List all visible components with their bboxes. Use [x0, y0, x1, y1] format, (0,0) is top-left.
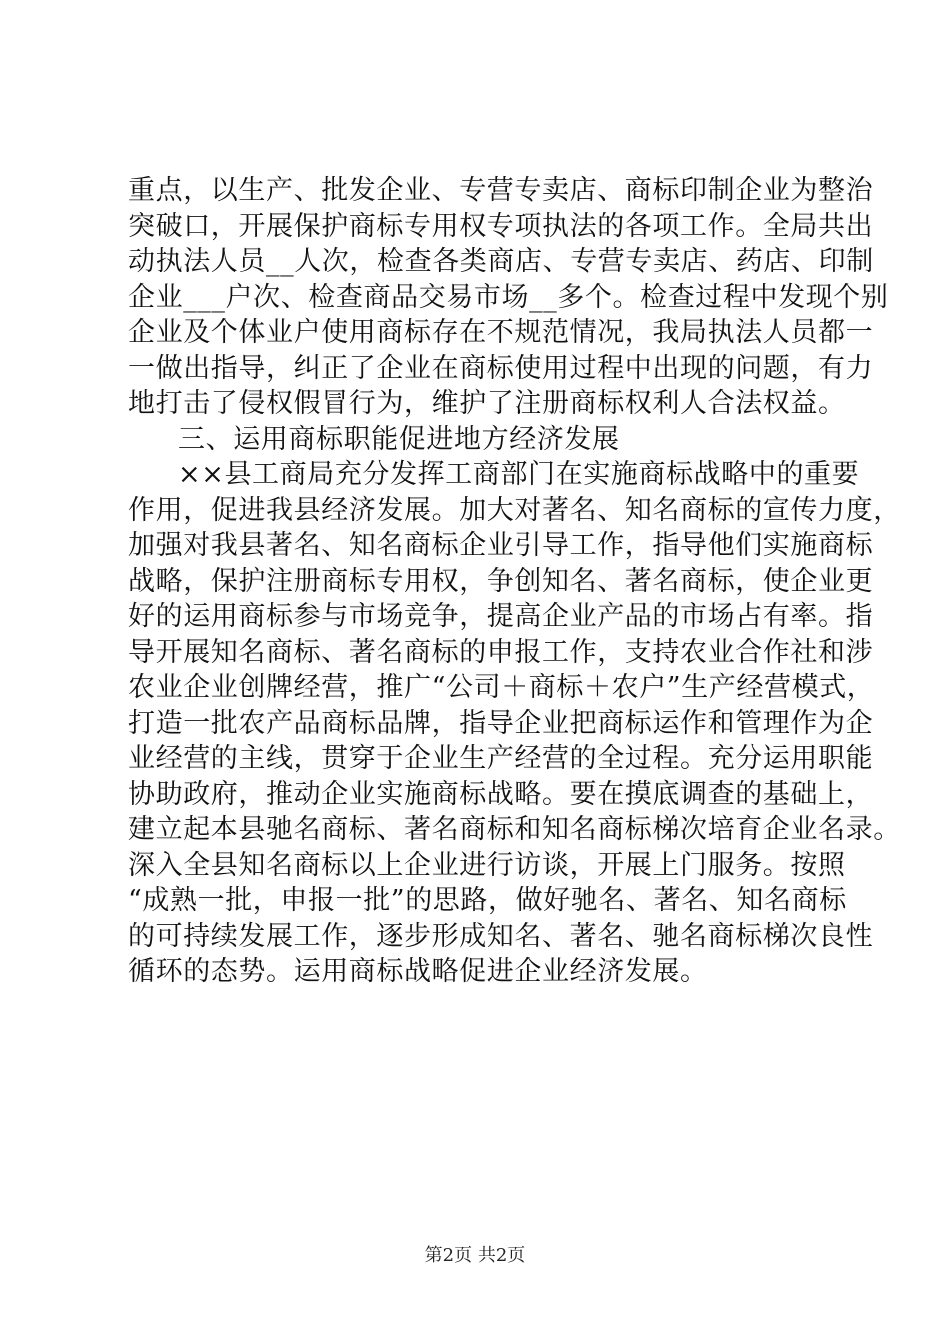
- text-line: 业经营的主线，贯穿于企业生产经营的全过程。充分运用职能: [128, 743, 874, 774]
- text-line: 一做出指导，纠正了企业在商标使用过程中出现的问题，有力: [128, 352, 874, 384]
- text-line: 深入全县知名商标以上企业进行访谈，开展上门服务。按照: [128, 849, 846, 881]
- text-line: 动执法人员__人次，检查各类商店、专营专卖店、药店、印制: [128, 246, 874, 277]
- text-line: 好的运用商标参与市场竞争，提高企业产品的市场占有率。指: [128, 601, 874, 632]
- text-line: 的可持续发展工作，逐步形成知名、著名、驰名商标梯次良性: [128, 920, 874, 952]
- text-line: “成熟一批，申报一批”的思路，做好驰名、著名、知名商标: [128, 885, 847, 916]
- text-line: 战略，保护注册商标专用权，争创知名、著名商标，使企业更: [128, 565, 874, 597]
- text-line: 农业企业创牌经营，推广“公司＋商标＋农户”生产经营模式，: [128, 672, 875, 703]
- text-line: 重点，以生产、批发企业、专营专卖店、商标印制企业为整治: [128, 175, 874, 206]
- text-line: 打造一批农产品商标品牌，指导企业把商标运作和管理作为企: [128, 707, 874, 739]
- text-line: 导开展知名商标、著名商标的申报工作，支持农业合作社和涉: [128, 636, 874, 668]
- text-line: 协助政府，推动企业实施商标战略。要在摸底调查的基础上，: [128, 778, 874, 810]
- text-line: 循环的态势。运用商标战略促进企业经济发展。: [128, 956, 708, 987]
- text-line: 建立起本县驰名商标、著名商标和知名商标梯次培育企业名录。: [128, 814, 901, 845]
- text-line: ××县工商局充分发挥工商部门在实施商标战略中的重要: [178, 459, 860, 490]
- page-number-footer: 第2页 共2页: [424, 1245, 526, 1266]
- text-line: 企业___户次、检查商品交易市场__多个。检查过程中发现个别: [128, 281, 889, 313]
- text-line: 地打击了侵权假冒行为，维护了注册商标权利人合法权益。: [128, 388, 846, 419]
- text-line: 企业及个体业户使用商标存在不规范情况，我局执法人员都一: [128, 317, 874, 348]
- document-body: [128, 173, 901, 990]
- section-heading: 三、运用商标职能促进地方经济发展: [178, 423, 620, 455]
- text-line: 突破口，开展保护商标专用权专项执法的各项工作。全局共出: [128, 210, 874, 242]
- text-line: 作用，促进我县经济发展。加大对著名、知名商标的宣传力度，: [128, 494, 901, 526]
- text-line: 加强对我县著名、知名商标企业引导工作，指导他们实施商标: [128, 530, 874, 561]
